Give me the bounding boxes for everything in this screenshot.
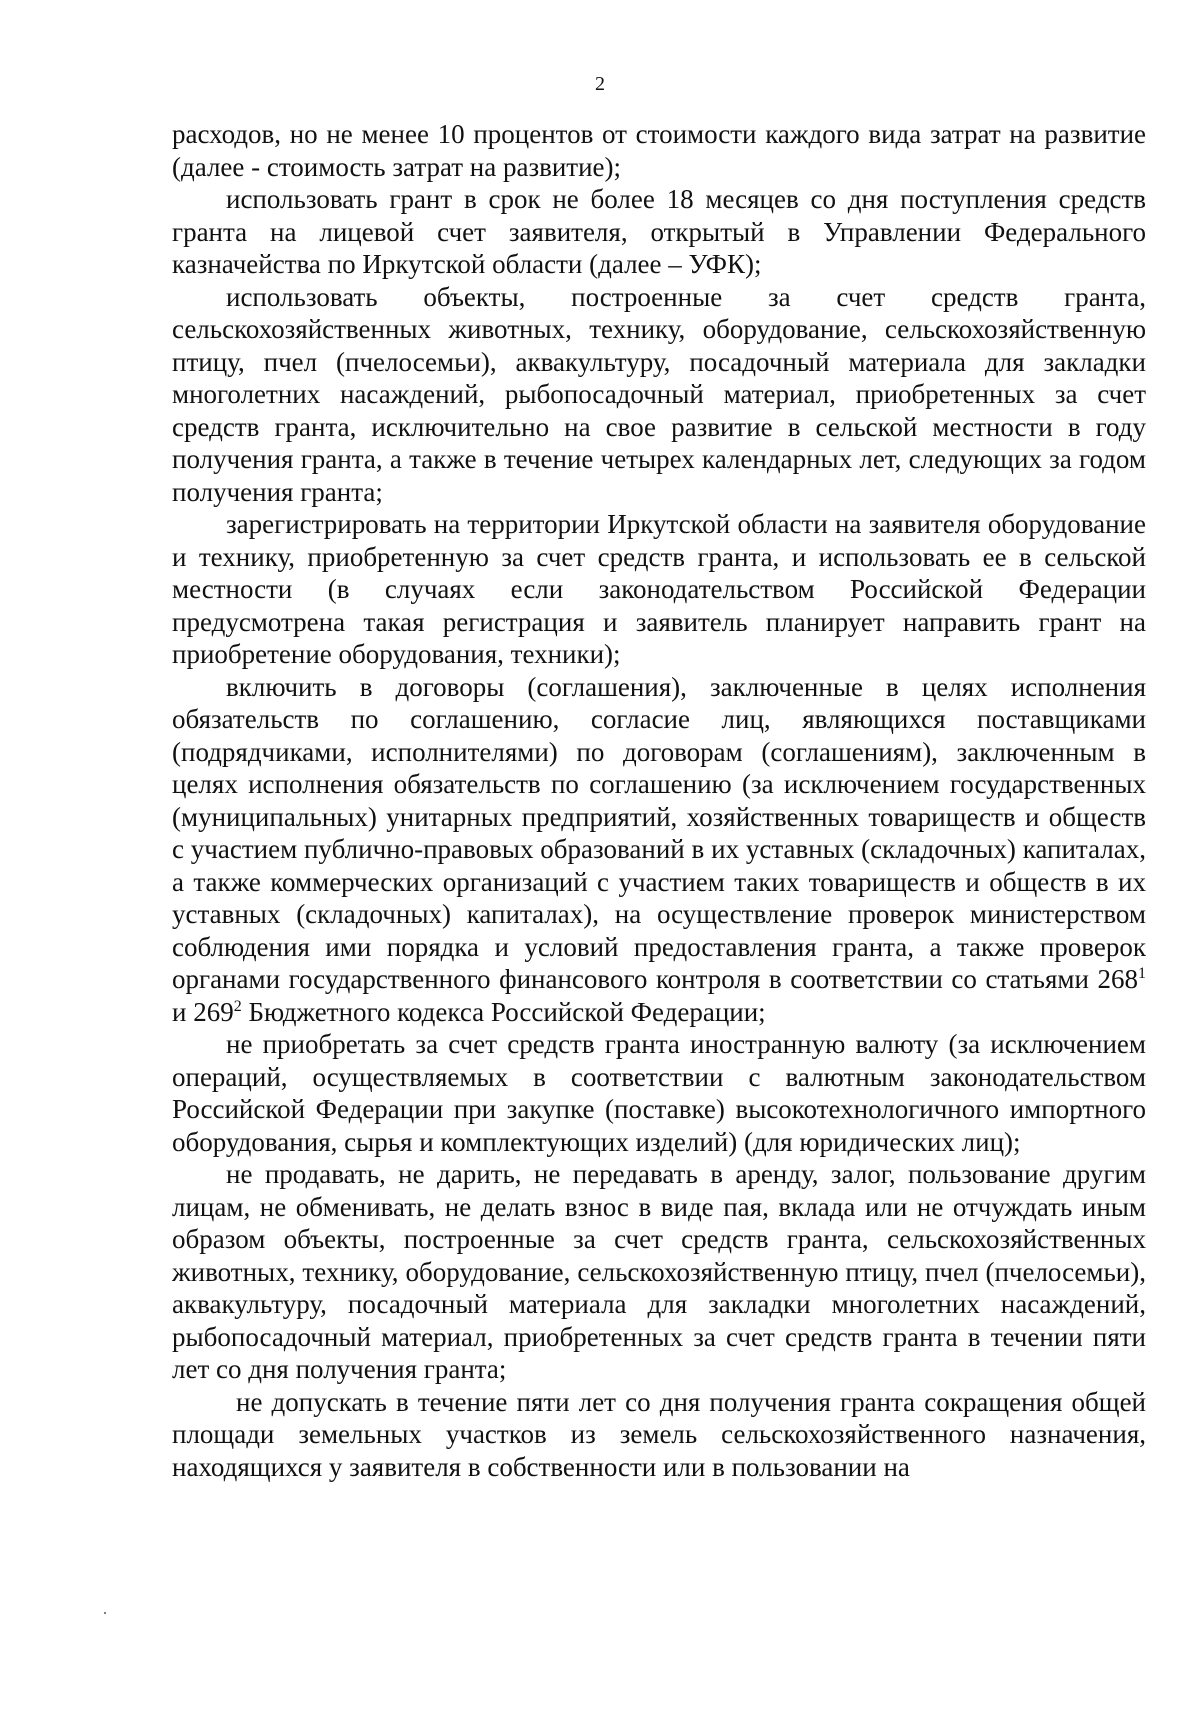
paragraph-register-equipment: зарегистрировать на территории Иркутской области на заявителя оборудование и технику, приобретенную за счет средств гранта, и использовать ее в сельской местности (в случаях если законодательством Российской Федерации предусмотрена такая регистрация и заявитель планирует направить грант на приобретение оборудования, техники); (172, 509, 1146, 669)
paragraph-include-contracts (172, 671, 1146, 1029)
paragraph-use-objects: использовать объекты, построенные за счет средств гранта, сельскохозяйственных животных, технику, оборудование, сельскохозяйственную птицу, пчел (пчелосемьи), аквакультуру, посадочный материала для закладки многолетних насаждений, рыбопосадочный материал, приобретенных за счет средств гранта, исключительно на свое развитие в сельской местности в году получения гранта, а также в течение четырех календарных лет, следующих за годом получения гранта; (172, 281, 1146, 507)
paragraph-use-grant-term: использовать грант в срок не более 18 месяцев со дня поступления средств гранта на лицевой счет заявителя, открытый в Управлении Федерального казначейства по Иркутской области (далее – УФК); (172, 184, 1146, 279)
paragraph-continuation: расходов, но не менее 10 процентов от стоимости каждого вида затрат на развитие (далее - стоимость затрат на развитие); (172, 119, 1146, 182)
paragraph-include-contracts-text-3: Бюджетного кодекса Российской Федерации; (241, 996, 766, 1027)
paragraph-no-sale: не продавать, не дарить, не передавать в аренду, залог, пользование другим лицам, не обменивать, не делать взнос в виде пая, вклада или не отчуждать иным образом объекты, построенные за счет средств гранта, сельскохозяйственных животных, технику, оборудование, сельскохозяйственную птицу, пчел (пчелосемьи), аквакультуру, посадочный материала для закладки многолетних насаждений, рыбопосадочный материал, приобретенных за счет средств гранта в течении пяти лет со дня получения гранта; (172, 1159, 1146, 1384)
paragraph-include-contracts-text-1: включить в договоры (соглашения), заключенные в целях исполнения обязательств по соглашению, согласие лиц, являющихся поставщиками (подрядчиками, исполнителями) по договорам (соглашениям), заключенным в целях исполнения обязательств по соглашению (за исключением государственных (муниципальных) унитарных предприятий, хозяйственных товариществ и обществ с участием публично-правовых образований в их уставных (складочных) капиталах, а также коммерческих организаций с участием таких товариществ и обществ в их уставных (складочных) капиталах), на осуществление проверок министерством соблюдения ими порядка и условий предоставления гранта, а также проверок органами государственного финансового контроля в соответствии со статьями 268 (172, 671, 1146, 994)
scan-speck (104, 1612, 106, 1614)
paragraph-include-contracts-text-2: и 269 (172, 996, 234, 1027)
superscript-2: 2 (233, 997, 242, 1015)
superscript-1: 1 (1138, 965, 1146, 982)
paragraph-no-land-reduction: не допускать в течение пяти лет со дня получения гранта сокращения общей площади земельных участков из земель сельскохозяйственного назначения, находящихся у заявителя в собственности или в пользовании на (172, 1386, 1146, 1482)
page-number: 2 (595, 73, 605, 95)
document-body (172, 118, 1146, 1483)
paragraph-no-foreign-currency: не приобретать за счет средств гранта иностранную валюту (за исключением операций, осуществляемых в соответствии с валютным законодательством Российской Федерации при закупке (поставке) высокотехнологичного импортного оборудования, сырья и комплектующих изделий) (для юридических лиц); (172, 1029, 1146, 1157)
